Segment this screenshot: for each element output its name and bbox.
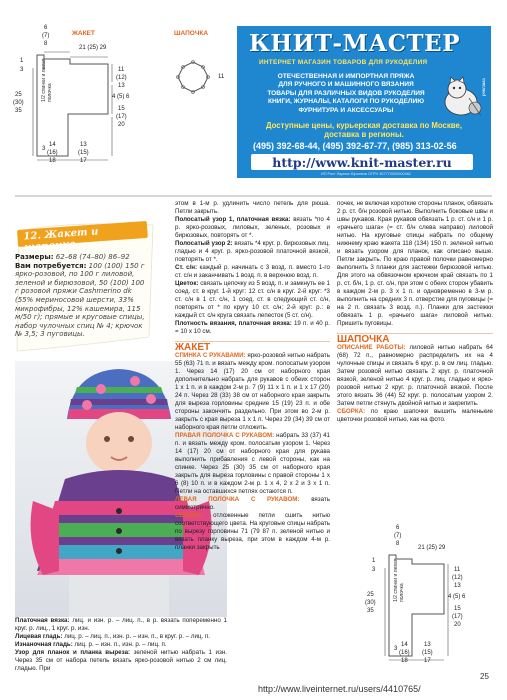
dim-label: 35 [367,608,374,614]
dim-label: 6 [396,525,400,531]
ad-legal-text: ИП Рост Лариса Юрьевна ОГРН 307770000000462 [321,172,411,176]
page-number: 25 [480,672,489,681]
term-label: Плотность вязания, платочная вязка: [175,320,292,327]
schema-vertical-note: 1/2 спинки и левая полочка [393,558,405,602]
pattern-text: зеленой нитью набрать 1 изн. Через 35 см от набора петель вязать ярко-розовой нитью 2 см лиц. гладью. При [15,649,227,672]
dim-label: (16) [399,650,410,656]
pattern-text: лиц. р. – лиц. п., изн. р. – изн. п., в круг. р. – лиц. п. [62,633,210,640]
dim-label: (17) [116,114,127,120]
dim-label: 3 [42,146,46,152]
term-text: связать цепочку из 5 возд. п. и замкнуть ее 1 соед. ст. в круг. 1-й круг: 12 ст. с/н в круг. 2-й круг: *3 ст. с/н в 1 ст. с/н, 1 соед. ст. в следующий ст. с/н, повторять от * по кругу 10 ст. с/н; 2-й круг: р.: в каждый ст. с/н круга связать лепесток (5 ст. с/н). [175,280,330,319]
dim-label: 20 [454,622,461,628]
dim-label: (17) [452,614,463,620]
footer-url[interactable]: http://www.liveinternet.ru/users/4410765/ [258,684,421,694]
dim-label: 18 [401,658,408,664]
dim-label: 3 [394,646,398,652]
dim-label: 18 [49,158,56,164]
advertisement-banner[interactable] [237,26,491,178]
dim-label: 14 [49,142,56,148]
jacket-schema-title: ЖАКЕТ [72,30,95,37]
dim-label: 35 [15,108,22,114]
dim-label: 20 [118,122,125,128]
pattern-text: лиц. р. – изн. п., изн. р. – лиц. п. [72,641,167,648]
ad-vertical-label: реклама [481,78,486,96]
dim-label: (30) [13,100,24,106]
step-text: по краю шапочки вышить маленькие цветочки розовой нитью, как на фото. [337,408,493,423]
knitting-cat-icon [439,76,485,120]
step-text: отложенные петли сшить нитью соответствующего цвета. На круговые спицы набрать по вырезу горловины 71 (79 87 п. зеленой нитью и вязать планку выреза, при этом в каждом 4-м р. планки закрыть [175,512,330,551]
need-label: Вам потребуется: [15,261,87,270]
pattern-label: Узор для планок и планка выреза: [15,649,131,656]
pattern-label: Изнаночная гладь: [15,641,73,648]
ad-line: ТОВАРЫ ДЛЯ РАЗЛИЧНЫХ ВИДОВ РУКОДЕЛИЯ [267,89,425,97]
dim-label: (16) [47,150,58,156]
term-label: Ст. с/н: [175,264,198,271]
ad-price-text-2: доставка в регионы. [324,130,404,139]
ad-subtitle: ИНТЕРНЕТ МАГАЗИН ТОВАРОВ ДЛЯ РУКОДЕЛИЯ [259,59,428,66]
ad-line: ОТЕЧЕСТВЕННАЯ И ИМПОРТНАЯ ПРЯЖА [277,73,415,80]
step-label: ОПИСАНИЕ РАБОТЫ: [337,344,406,351]
dim-label: 1 [20,58,24,64]
dim-label: 15 [454,606,461,612]
hat-schema-title: ШАПОЧКА [174,30,209,37]
dim-label: 11 [218,74,225,80]
pattern-label: Платочная вязка: [15,617,70,624]
step-text: вязать симметрично. [175,496,330,511]
dim-label: (15) [422,650,433,656]
dim-label: 14 [401,642,408,648]
term-text: вязать *4 круг. р. бирюзовых лиц. гладью и 4 круг. р. ярко-розовой платочной вязкой, повторять от *. [175,240,330,263]
dim-label: 21 (25) 29 [418,545,446,551]
dim-label: 3 [372,567,376,573]
dim-label: 11 [118,67,125,73]
ad-line: ДЛЯ РУЧНОГО И МАШИННОГО ВЯЗАНИЯ [278,81,414,89]
ad-lines [253,73,439,115]
column-1-bottom [15,617,227,673]
jacket-section-heading: ЖАКЕТ [175,341,330,352]
dim-label: 4 (5) 6 [112,94,130,100]
paragraph: этом в 1-м р. удлинить число петель для рюша. Петли закрыть. [175,200,330,215]
column-2 [175,200,330,552]
step-label: ЛЕВАЯ ПОЛОЧКА С РУКАВОМ: [175,496,300,503]
pattern-label: Лицевая гладь: [15,633,63,640]
term-label: Полосатый узор 2: [175,240,233,247]
dim-label: 6 [44,25,48,31]
jacket-schema-top [0,22,170,172]
step-label: ПРАВАЯ ПОЛОЧКА С РУКАВОМ: [175,432,275,439]
dim-label: 4 (5) 6 [448,594,466,600]
paragraph: почек, не включая короткие стороны планок, обвязать 2 р. ст. б/н розовой нитью. Выполнить боковые швы и швы рукавов. Края рукавов обвязать 1 р. ст. с/н и 1 р. «рачьего шага» (= ст. б/н слева направо) лиловой нитью. На круговые спицы набрать по общему нижнему краю жакета 118 (134) 150 п. зеленой нитью и вязать узором для планок, как описано выше. Петли закрыть. По краю правой полочки равномерно выполнить 3 планки для застежки бирюзовой нитью. Для этого на обвязочном крючком край связать по 1 р. ст. б/н, 1 р. ст. с/н, при этом с обеих сторон убавить в каждом 2-м р. 3 х 1 п. и одновременно в 3-м р. выполнить на средних 3 п. отверстие для пуговицы (= на 2 п. связать 3 возд. п.). Планки для застежки обвязать 1 р. «рачьего шага» лиловой нитью. Пришить пуговицы. [337,200,494,327]
dim-label: 11 [454,567,461,573]
dim-label: 17 [80,158,87,164]
step-label: СБОРКА: [175,512,204,519]
dim-label: (12) [116,75,127,81]
hat-schema-drawing [160,22,230,112]
dim-label: 13 [118,83,125,89]
sizes-label: Размеры: [15,253,54,261]
term-label: Цветок: [175,280,199,287]
ad-price-line [249,121,479,139]
term-text: вязать *по 4 р. ярко-розовых, лиловых, зеленых, розовых и бирюзовых, повторять от *. [175,216,330,239]
hat-schema-top [160,22,230,112]
dim-label: 21 (25) 29 [79,45,107,51]
dim-label: 15 [118,106,125,112]
step-text: лиловой нитью набрать 64 (68) 72 п., равномерно распределить их на 4 чулочные спицы и связать 6 круг. р. в см лиц. гладью. Затем розовой нитью связать 2 круг. р. платочной вязкой, зеленой нитью 4 круг. р. лиц. гладью и ярко-розовой нитью 2 круг. р. платочной вязкой. После этого вязать 36 (44) 52 круг. р. полосатым узором 2. Затем петли стянуть двойной нитью и закрепить. [337,344,493,407]
step-text: набрать 33 (37) 41 п. и вязать между кром. полосатым узором 1. Через 14 (17) 20 см от наборного края для рукава выполнить прибавления с левой стороны, как на спинке. Через 25 (30) 35 см от наборного края закрыть для выреза горловины с правой стороны 1 х 6 (8) 10 п. и в каждом 2-м р. 1 х 4, 2 х 2 и 3 х 1 п. Петли на оставшихся петлях остаются п. [175,432,330,495]
dim-label: 8 [396,541,400,547]
model-title: 12. Жакет и шапочка [23,226,99,254]
step-label: СБОРКА: [337,408,366,415]
term-text: 19 п. и 40 р. = 10 х 10 см. [175,320,330,335]
ad-line: КНИГИ, ЖУРНАЛЫ, КАТАЛОГИ ПО РУКОДЕЛИЮ [267,98,425,106]
dim-label: (7) [394,533,402,539]
dim-label: (15) [78,150,89,156]
pattern-text: лиц. и изн. р. – лиц. п., в р. вязать попеременно 1 круг. р. лиц., 1 круг. р. изн. [15,617,227,632]
dim-label: 13 [424,642,431,648]
sizes-value: 62–68 (74–80) 86–92 [53,253,130,261]
hat-section-heading: ШАПОЧКА [337,333,493,344]
ad-url-link[interactable]: http://www.knit-master.ru [272,155,452,170]
ad-price-text: Доступные цены, курьерская доставка по Москве, [265,121,462,130]
step-text: ярко-розовой нитью набрать 55 (63) 71 п. и вязать между кром. полосатым узором 1. Через 14 (17) 20 см от наборного края дополнительно набрать для рукавов с обеих сторон 1 х 1 п. и в каждом 2-м р. 7 (9) 11 х 1 п. и 1 х 17 (20) 24 п. Через 28 (33) 38 см от наборного края закрыть для выреза горловины средние 15 (19) 23 п. и обе стороны закончить раздельно. При этом во 2-м р. закрыть с края выреза 1 х 1 п. Через 29 (34) 39 см от наборного края петли отложить. [175,352,330,431]
need-value: 100 (100) 150 г ярко-розовой, по 100 г лиловой, зеленой и бирюзовой, 50 (100) 100 г розовой пряжи Cashmerino dk (55% мериносовой шерсти, 33% микрофибры, 12% кашемира, 115 м/50 г); прямые и круговые спицы, набор чулочных спиц № 4; крючок № 3,5; 3 пуговицы. [15,261,145,339]
step-label: СПИНКА С РУКАВАМИ: [175,352,246,359]
dim-label: (7) [42,33,50,39]
dim-label: 17 [424,658,431,664]
dim-label: 8 [44,41,48,47]
dim-label: (30) [365,600,376,606]
dim-label: 1 [372,558,376,564]
top-divider [15,195,492,197]
dim-label: 25 [367,592,374,598]
jacket-schema-bottom [352,522,492,672]
column-3 [337,200,493,424]
model-card [15,225,155,360]
model-materials [15,253,147,339]
dim-label: (12) [452,575,463,581]
ad-title: КНИТ-МАСТЕР [249,30,460,57]
term-text: каждый р. начинать с 3 возд. п. вместо 1-го ст. с/н и заканчивать 1 возд. п. в верхнюю возд. п. [175,264,330,279]
ad-phones[interactable]: (495) 392-68-44, (495) 392-67-77, (985) 313-02-56 [253,141,457,151]
dim-label: 3 [20,67,24,73]
dim-label: 25 [15,92,22,98]
ad-url-box[interactable] [251,154,473,170]
dim-label: 13 [80,142,87,148]
dim-label: 13 [454,583,461,589]
schema-vertical-note: 1/2 спинки и левая полочка [41,58,53,102]
term-label: Полосатый узор 1, платочная вязка: [175,216,291,223]
ad-line: ФУРНИТУРА И АКСЕССУАРЫ [298,106,394,114]
